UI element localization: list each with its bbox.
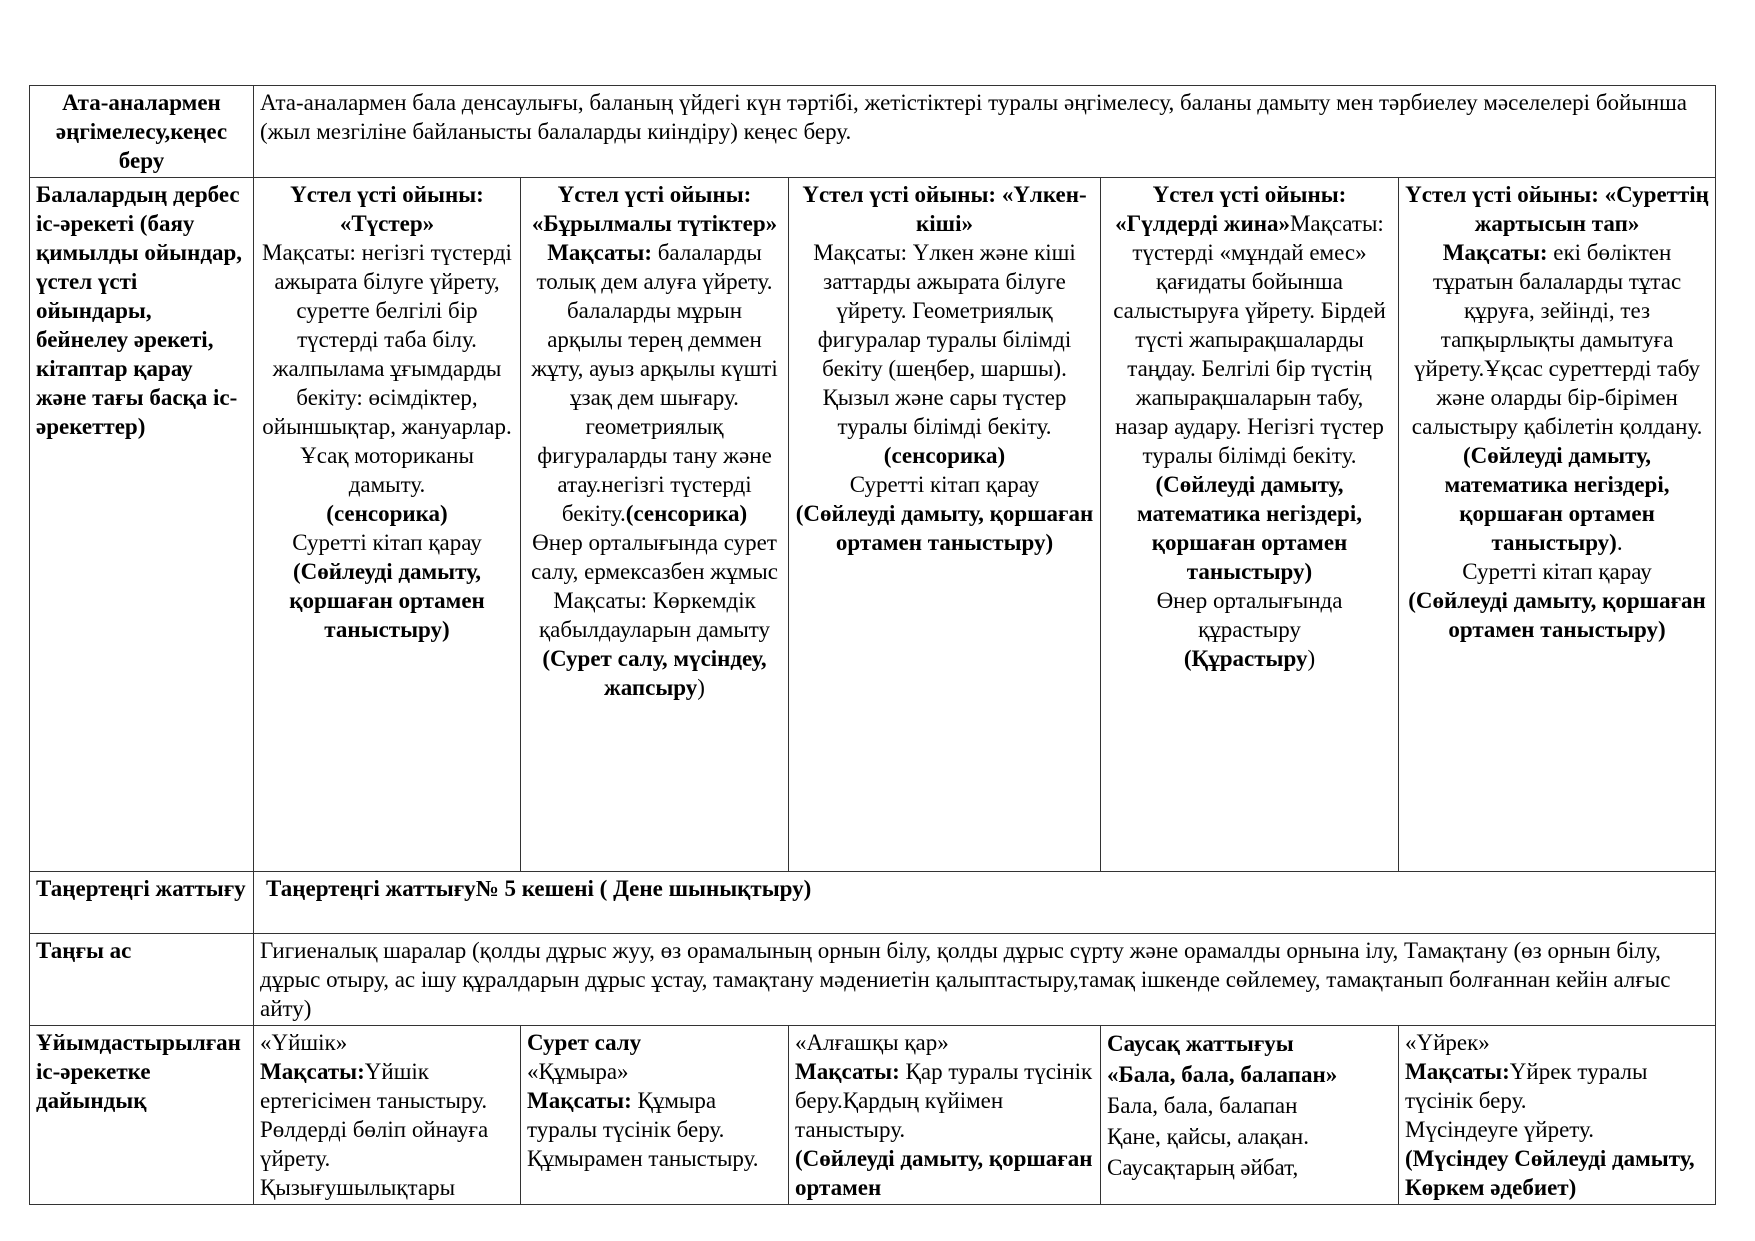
poem-line: Саусақтарың әйбат,: [1107, 1155, 1299, 1180]
prep-col-3: [789, 1026, 1101, 1205]
row-independent: [30, 178, 1716, 872]
col-tag: (Сурет салу, мүсіндеу, жапсыру: [542, 646, 767, 700]
col-body: Үйшік ертегісімен таныстыру. Рөлдерді бөліп ойнауға үйрету. Қызығушылықтары: [260, 1059, 489, 1200]
col-title: Үстел үсті ойыны: «Үлкен-кіші»: [802, 182, 1087, 236]
row-label-independent: Балалардың дербес іс-әрекеті (баяу қимылды ойындар, үстел үсті ойындары, бейнелеу әрекеті, кітаптар қарау және тағы басқа іс-әрекеттер): [30, 178, 254, 872]
row-label-parents: Ата-аналармен әңгімелесу,кеңес беру: [30, 86, 254, 178]
row-label-breakfast: Таңғы ас: [30, 934, 254, 1026]
morning-text: Таңертеңгі жаттығу№ 5 кешені ( Дене шынықтыру): [254, 872, 1716, 934]
col-tag-end: ): [1307, 646, 1316, 671]
col-tag: (Құрастыру: [1183, 646, 1308, 671]
col-extra: Суретті кітап қарау: [292, 530, 482, 555]
col-tag: (Сөйлеуді дамыту, қоршаған ортамен таныстыру): [289, 559, 485, 642]
col-tag: (сенсорика): [625, 501, 748, 526]
col-tag: (Сөйлеуді дамыту, қоршаған ортамен таныстыру): [1408, 588, 1706, 642]
col-title: Үстел үсті ойыны: «Суреттің жартысын тап»: [1405, 182, 1709, 236]
col-tag: (Сөйлеуді дамыту, математика негіздері, қоршаған ортамен таныстыру): [1444, 443, 1670, 555]
col-tag: (Сөйлеуді дамыту, қоршаған ортамен таныстыру): [795, 501, 1094, 555]
goal-label: Мақсаты:: [260, 1059, 365, 1084]
poem-line: Бала, бала, балапан: [1107, 1093, 1298, 1118]
parents-text: Ата-аналармен бала денсаулығы, баланың үйдегі күн тәртібі, жетістіктері туралы әңгімелесу, баланы дамыту мен тәрбиелеу мәселелері бойынша (жыл мезгіліне байланысты балаларды киіндіру) кеңес беру.: [254, 86, 1716, 178]
goal-label: Мақсаты:: [1405, 1059, 1510, 1084]
goal-label: Мақсаты:: [547, 240, 652, 265]
independent-col-4: [1101, 178, 1399, 872]
col-tag: (Мүсіндеу Сөйлеуді дамыту, Көркем әдебиет): [1405, 1146, 1695, 1200]
col-title-bold-2: «Бала, бала, балапан»: [1107, 1062, 1338, 1087]
independent-col-1: [254, 178, 521, 872]
col-tag: (сенсорика): [883, 443, 1006, 468]
independent-col-5: [1399, 178, 1716, 872]
col-title: Үстел үсті ойыны: «Түстер»: [290, 182, 484, 236]
row-label-prep: Ұйымдастырылған іс-әрекетке дайындық: [30, 1026, 254, 1205]
prep-col-4: [1101, 1026, 1399, 1205]
col-body: Мақсаты: негізгі түстерді ажырата білуге үйрету, суретте белгілі бір түстерді таба білу. жалпылама ұғымдарды бекіту: өсімдіктер, ойыншықтар, жануарлар. Ұсақ моториканы дамыту.: [262, 240, 512, 497]
col-body: Мақсаты: Үлкен және кіші заттарды ажырата білуге үйрету. Геометриялық фигуралар туралы білімді бекіту (шеңбер, шаршы). Қызыл және сары түстер туралы білімді бекіту.: [813, 240, 1076, 439]
breakfast-text: Гигиеналық шаралар (қолды дұрыс жуу, өз орамалының орнын білу, қолды дұрыс сүрту және орамалды орнына ілу, Тамақтану (өз орнын білу, дұрыс отыру, ас ішу құралдарын дұрыс ұстау, тамақтану мәдениетін қалыптастыру,тамақ ішкенде сөйлемеу, тамақтанып болғаннан кейін алғыс айту): [254, 934, 1716, 1026]
col-body: екі бөліктен тұратын балаларды тұтас құруға, зейінді, тез тапқырлықты дамытуға үйрету.Ұқсас суреттерді табу және оларды бір-бірімен салыстыру қабілетін қолдану.: [1411, 240, 1703, 439]
row-label-morning: Таңертеңгі жаттығу: [30, 872, 254, 934]
goal-label: Мақсаты:: [527, 1088, 632, 1113]
col-body: Мақсаты: түстерді «мұндай емес» қағидаты бойынша салыстыруға үйрету. Бірдей түсті жапырақшаларды таңдау. Белгілі бір түстің жапырақшаларын табу, назар аудару. Негізгі түстер туралы білімді бекіту.: [1113, 211, 1386, 468]
row-prep: [30, 1026, 1716, 1205]
prep-col-5: [1399, 1026, 1716, 1205]
col-extra: Өнер орталығында сурет салу, ермексазбен жұмыс Мақсаты: Көркемдік қабылдауларын дамыту: [531, 530, 778, 642]
prep-col-1: [254, 1026, 521, 1205]
col-tag: (Сөйлеуді дамыту, математика негіздері, қоршаған ортамен таныстыру): [1137, 472, 1362, 584]
prep-col-2: [521, 1026, 789, 1205]
col-extra: Суретті кітап қарау: [1462, 559, 1652, 584]
row-parents: [30, 86, 1716, 178]
col-title: Үстел үсті ойыны: «Гүлдерді жина»: [1115, 182, 1347, 236]
col-title: Үстел үсті ойыны: «Бұрылмалы түтіктер»: [531, 182, 778, 236]
goal-label: Мақсаты:: [1442, 240, 1548, 265]
col-title-bold: Саусақ жаттығуы: [1107, 1031, 1294, 1056]
col-body: Үйрек туралы түсінік беру.: [1405, 1059, 1648, 1113]
col-title: «Үйшік»: [260, 1030, 348, 1055]
col-tag: (сенсорика): [326, 501, 448, 526]
row-morning: [30, 872, 1716, 934]
col-body-2: Мүсіндеуге үйрету.: [1405, 1117, 1594, 1142]
plan-table: [29, 85, 1716, 1205]
poem-line: Қане, қайсы, алақан.: [1107, 1124, 1309, 1149]
col-extra: Өнер орталығында құрастыру: [1156, 588, 1343, 642]
col-title-bold: Сурет салу: [527, 1030, 642, 1055]
col-tag: (Сөйлеуді дамыту, қоршаған ортамен: [795, 1146, 1093, 1200]
col-title: «Үйрек»: [1405, 1030, 1490, 1055]
col-body: Қар туралы түсінік беру.Қардың күйімен таныстыру.: [795, 1059, 1093, 1142]
row-breakfast: [30, 934, 1716, 1026]
col-body: Құмыра туралы түсінік беру. Құмырамен таныстыру.: [527, 1088, 759, 1171]
col-tag-end: .: [1616, 530, 1623, 555]
col-body: балаларды толық дем алуға үйрету. балаларды мұрын арқылы терең деммен жұту, ауыз арқылы күшті ұзақ дем шығару. геометриялық фигураларды тану және атау.негізгі түстерді бекіту.: [531, 240, 778, 526]
independent-col-3: [789, 178, 1101, 872]
col-title: «Алғашқы қар»: [795, 1030, 949, 1055]
col-title: «Құмыра»: [527, 1059, 629, 1084]
goal-label: Мақсаты:: [795, 1059, 900, 1084]
col-tag-end: ): [697, 675, 705, 700]
col-extra: Суретті кітап қарау: [849, 472, 1040, 497]
independent-col-2: [521, 178, 789, 872]
